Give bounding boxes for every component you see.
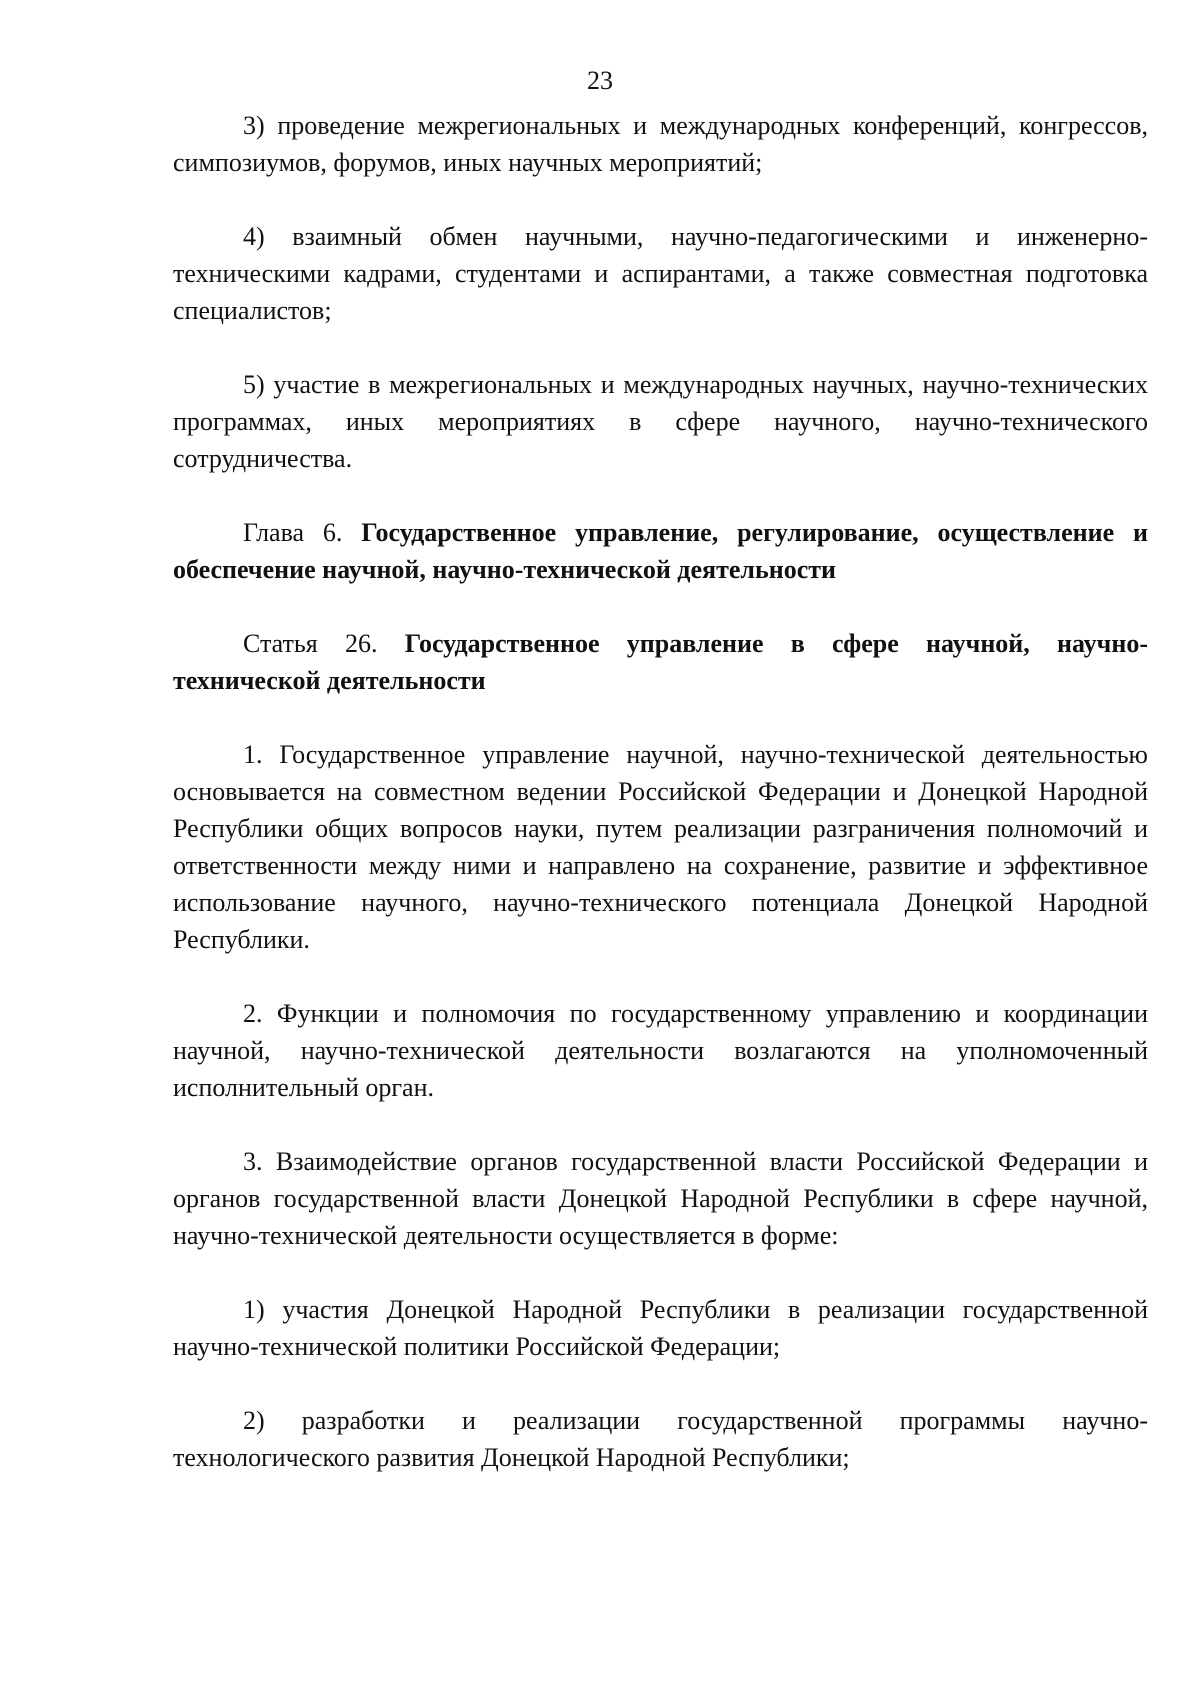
paragraph-clause-3: 3. Взаимодействие органов государственной власти Российской Федерации и органов государственной власти Донецкой Народной Республики в сфере научной, научно-технической деятельности осуществляется в форме: <box>173 1147 1148 1250</box>
chapter-prefix: Глава 6. <box>243 518 362 547</box>
article-prefix: Статья 26. <box>243 629 405 658</box>
paragraph-clause-2: 2. Функции и полномочия по государственному управлению и координации научной, научно-технической деятельности возлагаются на уполномоченный исполнительный орган. <box>173 999 1148 1102</box>
paragraph-sub-item-2: 2) разработки и реализации государственной программы научно-технологического развития Донецкой Народной Республики; <box>173 1406 1148 1472</box>
paragraph-sub-item-1: 1) участия Донецкой Народной Республики в реализации государственной научно-технической политики Российской Федерации; <box>173 1295 1148 1361</box>
paragraph-item-3: 3) проведение межрегиональных и международных конференций, конгрессов, симпозиумов, форумов, иных научных мероприятий; <box>173 111 1148 177</box>
article-heading <box>173 625 1148 699</box>
paragraph-item-5: 5) участие в межрегиональных и международных научных, научно-технических программах, иных мероприятиях в сфере научного, научно-технического сотрудничества. <box>173 370 1148 473</box>
chapter-title: Государственное управление, регулирование, осуществление и обеспечение научной, научно-технической деятельности <box>173 518 1148 584</box>
document-body <box>173 107 1148 1513</box>
article-title: Государственное управление в сфере научной, научно-технической деятельности <box>173 629 1148 695</box>
chapter-heading <box>173 514 1148 588</box>
page-number: 23 <box>587 66 613 95</box>
paragraph-clause-1: 1. Государственное управление научной, научно-технической деятельностью основывается на совместном ведении Российской Федерации и Донецкой Народной Республики общих вопросов науки, путем реализации разграничения полномочий и ответственности между ними и направлено на сохранение, развитие и эффективное использование научного, научно-технического потенциала Донецкой Народной Республики. <box>173 740 1148 954</box>
paragraph-item-4: 4) взаимный обмен научными, научно-педагогическими и инженерно-техническими кадрами, студентами и аспирантами, а также совместная подготовка специалистов; <box>173 222 1148 325</box>
